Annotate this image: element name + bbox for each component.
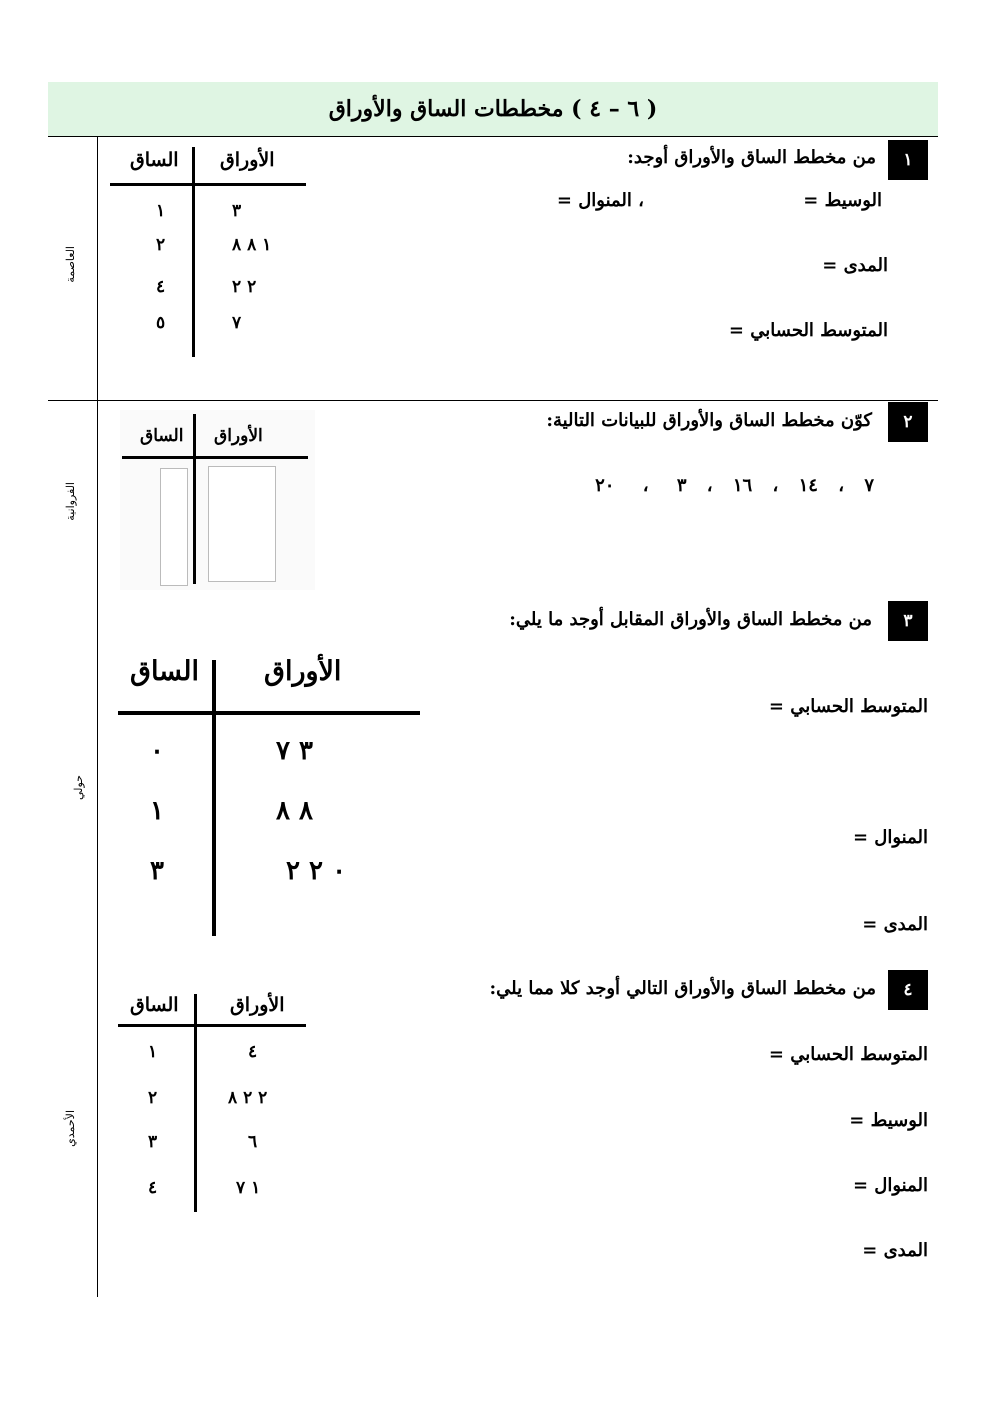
question-2-text: كوّن مخطط الساق والأوراق للبيانات التالية:: [546, 410, 872, 431]
q1-header-line: [110, 183, 306, 186]
q4-leaves-header: الأوراق: [230, 994, 285, 1016]
title-band: [48, 82, 938, 137]
q2-leaves-header: الأوراق: [214, 426, 263, 446]
question-3-text: من مخطط الساق والأوراق المقابل أوجد ما يلي:: [509, 609, 872, 630]
question-4-text: من مخطط الساق والأوراق التالي أوجد كلا مما يلي:: [489, 978, 876, 999]
q1-leaves-1: ٣: [232, 201, 242, 221]
q1-stem-header: الساق: [130, 149, 179, 171]
q1-leaves-2: ١ ٨ ٨: [232, 235, 272, 255]
q3-leaves-1: ٣ ٧: [276, 736, 313, 766]
q2-value-3: ١٦: [732, 475, 753, 496]
side-label-asima: العاصمة: [64, 246, 77, 283]
q1-stem-4: ٥: [156, 313, 166, 333]
q1-stem-2: ٢: [156, 235, 166, 255]
q1-stem-line: [192, 147, 195, 357]
q1-stem-3: ٤: [156, 277, 166, 297]
q2-value-2: ١٤: [798, 475, 818, 496]
q1-leaves-4: ٧: [232, 313, 242, 333]
q4-stem-1: ١: [148, 1042, 158, 1062]
q2-data-list: ٧ ، ١٤ ، ١٦ ، ٣ ، ٢٠: [595, 475, 874, 496]
side-label-hawalli: حولي: [72, 775, 85, 801]
q4-median-label: الوسيط =: [849, 1110, 928, 1131]
q4-stem-3: ٣: [148, 1132, 158, 1152]
q3-mean-label: المتوسط الحسابي =: [768, 696, 928, 717]
question-4-number: ٤: [888, 970, 928, 1010]
question-3-number: ٣: [888, 601, 928, 641]
left-margin-line: [97, 137, 98, 1297]
q1-median-label: الوسيط =: [803, 190, 882, 211]
q4-range-label: المدى =: [862, 1240, 928, 1261]
question-1-number: ١: [888, 140, 928, 180]
q2-stem-line: [193, 414, 196, 584]
q3-leaves-2: ٨ ٨: [276, 796, 313, 826]
q3-stem-1: ٠: [150, 736, 164, 766]
q3-leaves-header: الأوراق: [264, 656, 342, 687]
q4-stem-4: ٤: [148, 1178, 158, 1198]
q2-stem-answer-box[interactable]: [160, 468, 188, 586]
q4-stem-line: [194, 994, 197, 1212]
q3-leaves-3: ٠ ٢ ٢: [286, 856, 347, 886]
q4-leaves-1: ٤: [248, 1042, 258, 1062]
q4-leaves-3: ٦: [248, 1132, 258, 1152]
q2-stem-header: الساق: [140, 426, 184, 446]
question-2-number: ٢: [888, 402, 928, 442]
question-1-text: من مخطط الساق والأوراق أوجد:: [627, 147, 876, 168]
q2-value-1: ٧: [864, 475, 874, 496]
q3-mode-label: المنوال =: [852, 827, 928, 848]
section-divider: [48, 400, 938, 401]
q1-mode-label: ، المنوال =: [556, 190, 644, 211]
page-title: ( ٦ – ٤ ) مخططات الساق والأوراق: [328, 96, 658, 122]
q3-stem-2: ١: [150, 796, 164, 826]
q4-stem-leaf-plot: [118, 990, 308, 1215]
q4-leaves-4: ١ ٧: [236, 1178, 261, 1198]
q4-header-line: [118, 1024, 306, 1027]
q4-mode-label: المنوال =: [852, 1175, 928, 1196]
side-label-farwaniya: الفروانية: [64, 482, 77, 521]
q1-mean-label: المتوسط الحسابي =: [728, 320, 888, 341]
q2-value-4: ٣: [676, 475, 687, 496]
side-label-ahmadi: الأحمدي: [64, 1110, 77, 1147]
q4-stem-2: ٢: [148, 1088, 158, 1108]
q4-leaves-2: ٢ ٢ ٨: [228, 1088, 268, 1108]
q2-value-5: ٢٠: [595, 475, 615, 496]
q3-stem-line: [212, 660, 216, 936]
q4-stem-header: الساق: [130, 994, 179, 1016]
q1-range-label: المدى =: [822, 255, 888, 276]
q3-stem-leaf-plot: [118, 650, 423, 940]
q1-leaves-header: الأوراق: [220, 149, 275, 171]
q3-stem-3: ٣: [150, 856, 164, 886]
q3-range-label: المدى =: [862, 914, 928, 935]
q2-leaves-answer-box[interactable]: [208, 466, 276, 582]
q1-leaves-3: ٢ ٢: [232, 277, 257, 297]
q1-stem-1: ١: [156, 201, 166, 221]
q2-blank-plot: [120, 410, 315, 590]
q3-header-line: [118, 711, 420, 715]
q2-header-line: [122, 456, 308, 459]
q3-stem-header: الساق: [130, 656, 199, 687]
q4-mean-label: المتوسط الحسابي =: [768, 1044, 928, 1065]
q1-stem-leaf-plot: [110, 145, 310, 360]
